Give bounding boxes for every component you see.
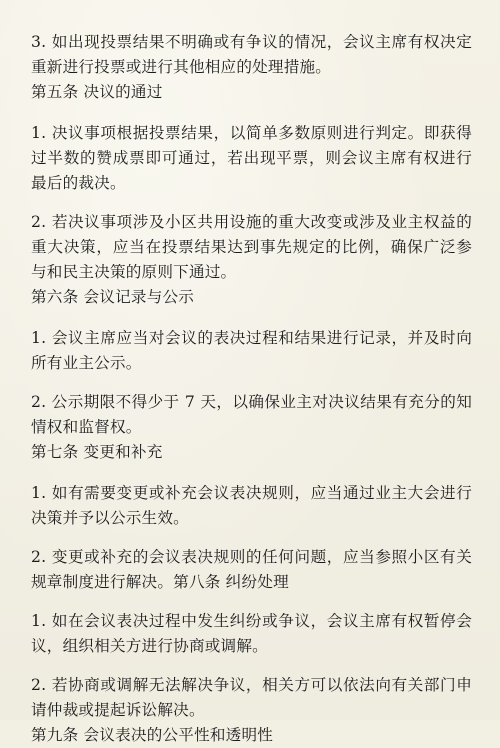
article-8-item-1: 1. 如在会议表决过程中发生纠纷或争议，会议主席有权暂停会议，组织相关方进行协商或调解。 [31,612,472,655]
article-5-item-2: 2. 若决议事项涉及小区共用设施的重大改变或涉及业主权益的重大决策，应当在投票结果达到事先规定的比例，确保广泛参与和民主决策的原则下通过。 [31,213,472,281]
article-6-heading: 第六条 会议记录与公示 [31,288,195,306]
article-5-item-1: 1. 决议事项根据投票结果，以简单多数原则进行判定。即获得过半数的赞成票即可通过，若出现平票，则会议主席有权进行最后的裁决。 [31,124,472,192]
article-7-item-1: 1. 如有需要变更或补充会议表决规则，应当通过业主大会进行决策并予以公示生效。 [31,484,472,527]
article-8-item-2: 2. 若协商或调解无法解决争议，相关方可以依法向有关部门申请仲裁或提起诉讼解决。 [31,676,472,719]
article-6-item-2: 2. 公示期限不得少于 7 天，以确保业主对决议结果有充分的知情权和监督权。 [31,393,472,436]
article-5-heading: 第五条 决议的通过 [31,83,163,101]
article-6-item-1: 1. 会议主席应当对会议的表决过程和结果进行记录，并及时向所有业主公示。 [31,329,472,372]
article-7-item-2: 2. 变更或补充的会议表决规则的任何问题，应当参照小区有关规章制度进行解决。第八条 纠纷处理 [31,548,472,591]
article-9-heading: 第九条 会议表决的公平性和透明性 [31,726,274,744]
article-7-heading: 第七条 变更和补充 [31,443,163,461]
clause-4-item-3: 3. 如出现投票结果不明确或有争议的情况，会议主席有权决定重新进行投票或进行其他相应的处理措施。 [31,33,472,76]
